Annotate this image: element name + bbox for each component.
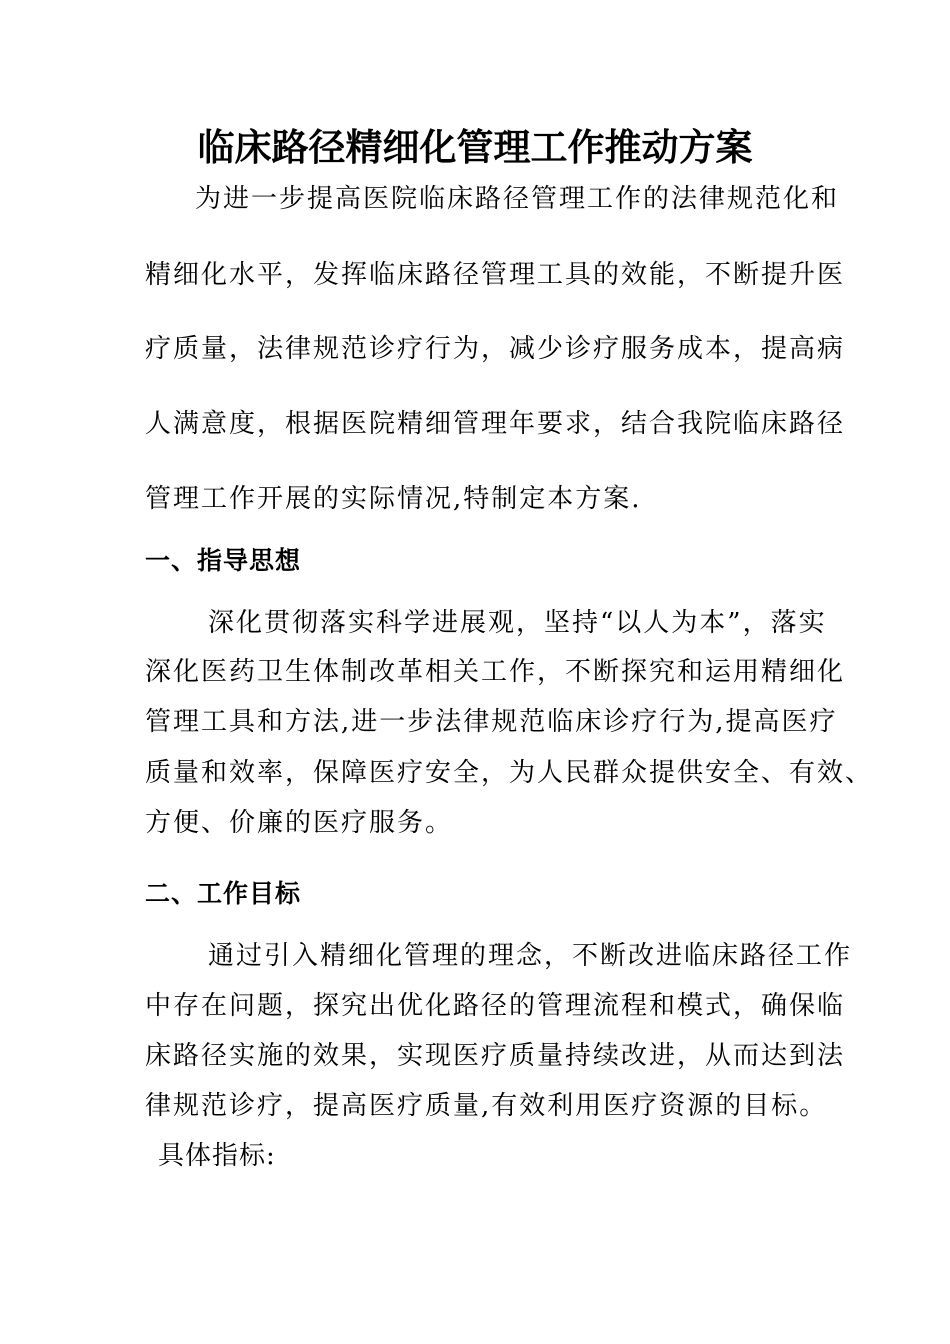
indicator-label: 具体指标:: [158, 1141, 276, 1171]
section1-line-5: 方便、价廉的医疗服务。: [145, 808, 454, 838]
section2-heading: 二、工作目标: [145, 879, 302, 908]
section1-line-2: 深化医药卫生体制改革相关工作，不断探究和运用精细化: [145, 657, 846, 687]
section2-line-2: 中存在问题，探究出优化路径的管理流程和模式，确保临: [145, 991, 846, 1021]
intro-line-1: 为进一步提高医院临床路径管理工作的法律规范化和: [195, 184, 840, 214]
intro-line-4: 人满意度，根据医院精细管理年要求，结合我院临床路径: [145, 409, 846, 439]
section1-line-3: 管理工具和方法,进一步法律规范临床诊疗行为,提高医疗: [145, 707, 838, 737]
section2-line-1: 通过引入精细化管理的理念，不断改进临床路径工作: [208, 941, 853, 971]
document-title: 临床路径精细化管理工作推动方案: [197, 125, 753, 169]
intro-line-5: 管理工作开展的实际情况,特制定本方案.: [145, 484, 642, 514]
section1-heading: 一、指导思想: [145, 546, 302, 575]
section2-line-3: 床路径实施的效果，实现医疗质量持续改进，从而达到法: [145, 1041, 846, 1071]
section1-line-1: 深化贯彻落实科学进展观，坚持“以人为本”，落实: [208, 608, 827, 638]
intro-line-3: 疗质量，法律规范诊疗行为，减少诊疗服务成本，提高病: [145, 334, 846, 364]
intro-line-2: 精细化水平，发挥临床路径管理工具的效能，不断提升医: [145, 260, 846, 290]
section2-line-4: 律规范诊疗，提高医疗质量,有效利用医疗资源的目标。: [145, 1091, 828, 1121]
section1-line-4: 质量和效率，保障医疗安全，为人民群众提供安全、有效、: [145, 758, 874, 788]
